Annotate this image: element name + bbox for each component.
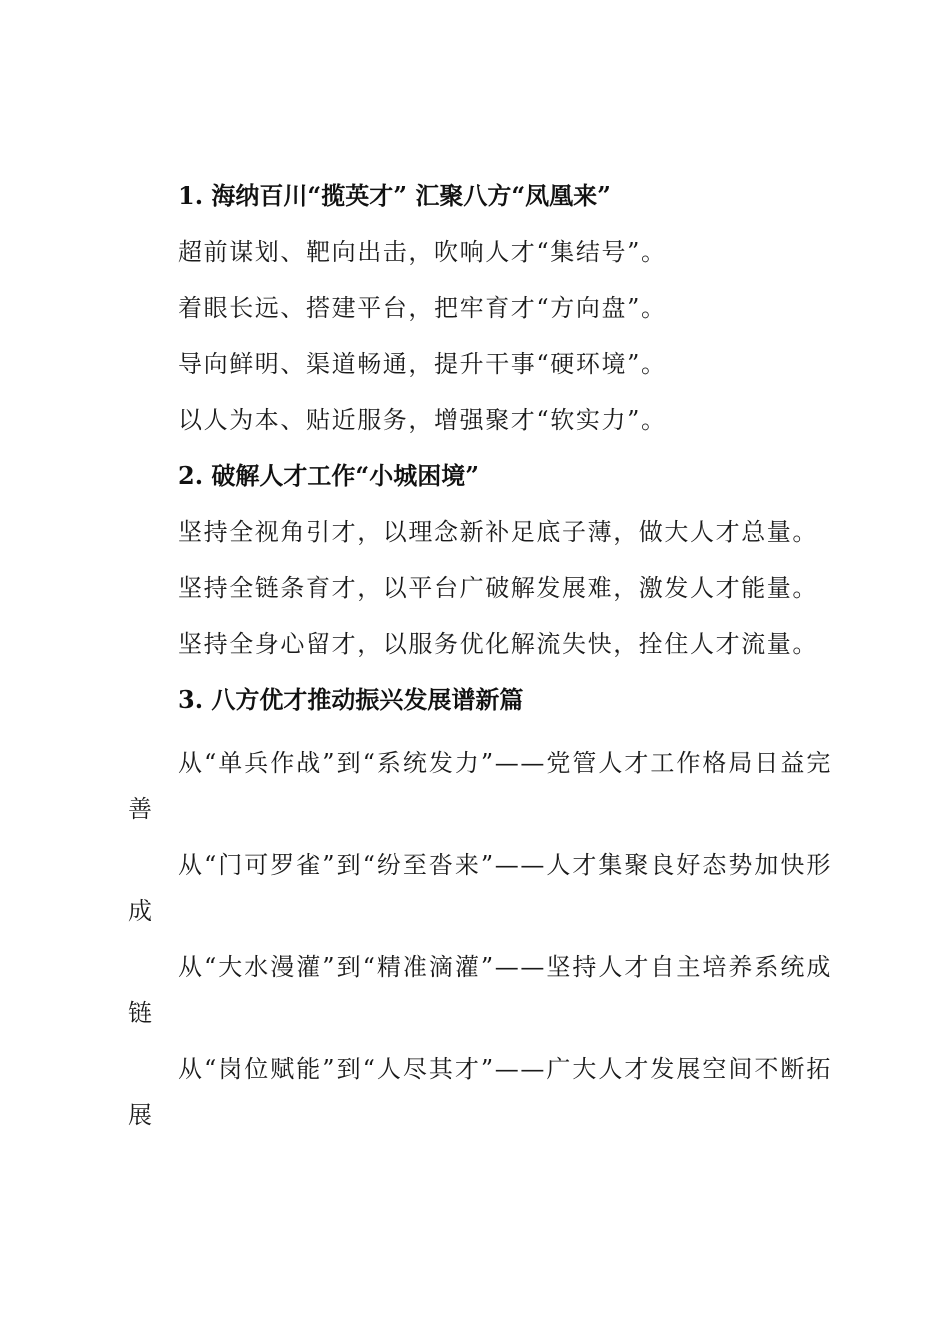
section-3-paragraph: 从“大水漫灌”到“精准滴灌”——坚持人才自主培养系统成链 (128, 953, 832, 1027)
section-3-paragraph: 从“单兵作战”到“系统发力”——党管人才工作格局日益完善 (128, 749, 832, 823)
section-1-paragraph: 导向鲜明、渠道畅通，提升干事“硬环境”。 (178, 350, 667, 378)
section-2-heading: 2. 破解人才工作“小城困境” (178, 461, 480, 490)
section-2-paragraph: 坚持全链条育才，以平台广破解发展难，激发人才能量。 (178, 574, 818, 602)
section-1-paragraph: 以人为本、贴近服务，增强聚才“软实力”。 (178, 406, 667, 434)
section-3-paragraph: 从“岗位赋能”到“人尽其才”——广大人才发展空间不断拓展 (128, 1055, 832, 1129)
section-1-paragraph: 超前谋划、靶向出击，吹响人才“集结号”。 (178, 238, 667, 266)
document-body (128, 180, 832, 1148)
section-2-paragraph: 坚持全视角引才，以理念新补足底子薄，做大人才总量。 (178, 518, 818, 546)
section-3-paragraph: 从“门可罗雀”到“纷至沓来”——人才集聚良好态势加快形成 (128, 851, 832, 925)
section-1-heading: 1. 海纳百川“揽英才” 汇聚八方“凤凰来” (178, 181, 611, 210)
section-1-paragraph: 着眼长远、搭建平台，把牢育才“方向盘”。 (178, 294, 667, 322)
section-3-heading: 3. 八方优才推动振兴发展谱新篇 (178, 685, 524, 714)
section-2-paragraph: 坚持全身心留才，以服务优化解流失快，拴住人才流量。 (178, 630, 818, 658)
